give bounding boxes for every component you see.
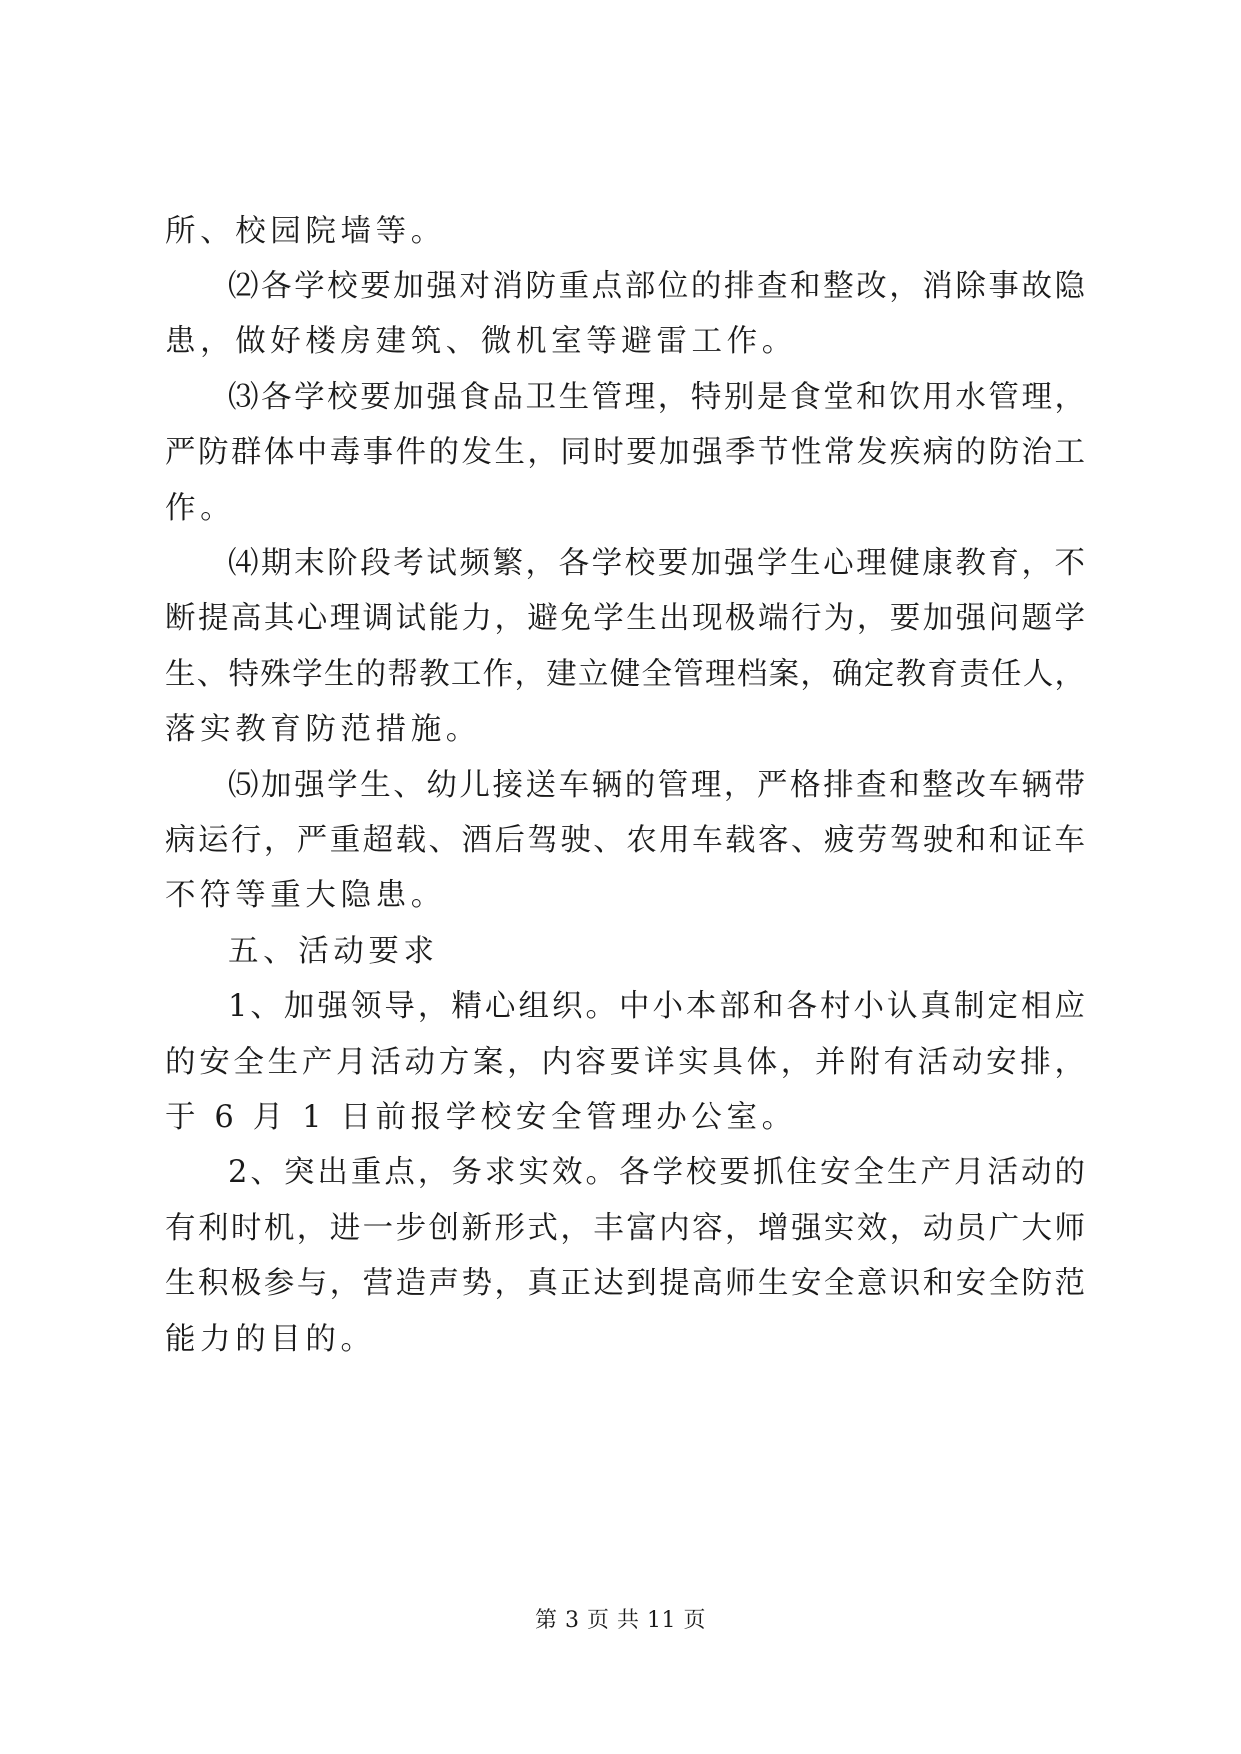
text-line: 不符等重大隐患。 xyxy=(165,878,446,913)
text-line: 生积极参与，营造声势，真正达到提高师生安全意识和安全防范 xyxy=(165,1266,1085,1301)
page-number-footer: 第 3 页 共 11 页 xyxy=(535,1608,706,1633)
text-line: 断提高其心理调试能力，避免学生出现极端行为，要加强问题学 xyxy=(165,601,1085,636)
text-line: ⑷期末阶段考试频繁，各学校要加强学生心理健康教育，不 xyxy=(228,546,1085,581)
text-line: 生、特殊学生的帮教工作，建立健全管理档案，确定教育责任人， xyxy=(165,657,1085,692)
text-line: 2、突出重点，务求实效。各学校要抓住安全生产月活动的 xyxy=(228,1155,1085,1190)
text-line: ⑸加强学生、幼儿接送车辆的管理，严格排查和整改车辆带 xyxy=(228,768,1085,803)
text-line: 严防群体中毒事件的发生，同时要加强季节性常发疾病的防治工 xyxy=(165,435,1085,470)
text-line: 的安全生产月活动方案，内容要详实具体，并附有活动安排， xyxy=(165,1045,1085,1080)
text-line: 患，做好楼房建筑、微机室等避雷工作。 xyxy=(165,324,797,359)
text-line: 于 6 月 1 日前报学校安全管理办公室。 xyxy=(165,1100,797,1135)
section-heading: 五、活动要求 xyxy=(228,934,439,969)
text-line: ⑵各学校要加强对消防重点部位的排查和整改，消除事故隐 xyxy=(228,269,1085,304)
text-line: 所、校园院墙等。 xyxy=(165,214,446,249)
text-line: 作。 xyxy=(165,491,236,526)
text-line: 1、加强领导，精心组织。中小本部和各村小认真制定相应 xyxy=(228,989,1085,1024)
text-line: 落实教育防范措施。 xyxy=(165,712,481,747)
text-line: 病运行，严重超载、酒后驾驶、农用车载客、疲劳驾驶和和证车 xyxy=(165,823,1085,858)
text-line: 能力的目的。 xyxy=(165,1322,376,1357)
text-line: ⑶各学校要加强食品卫生管理，特别是食堂和饮用水管理， xyxy=(228,380,1085,415)
text-line: 有利时机，进一步创新形式，丰富内容，增强实效，动员广大师 xyxy=(165,1211,1085,1246)
